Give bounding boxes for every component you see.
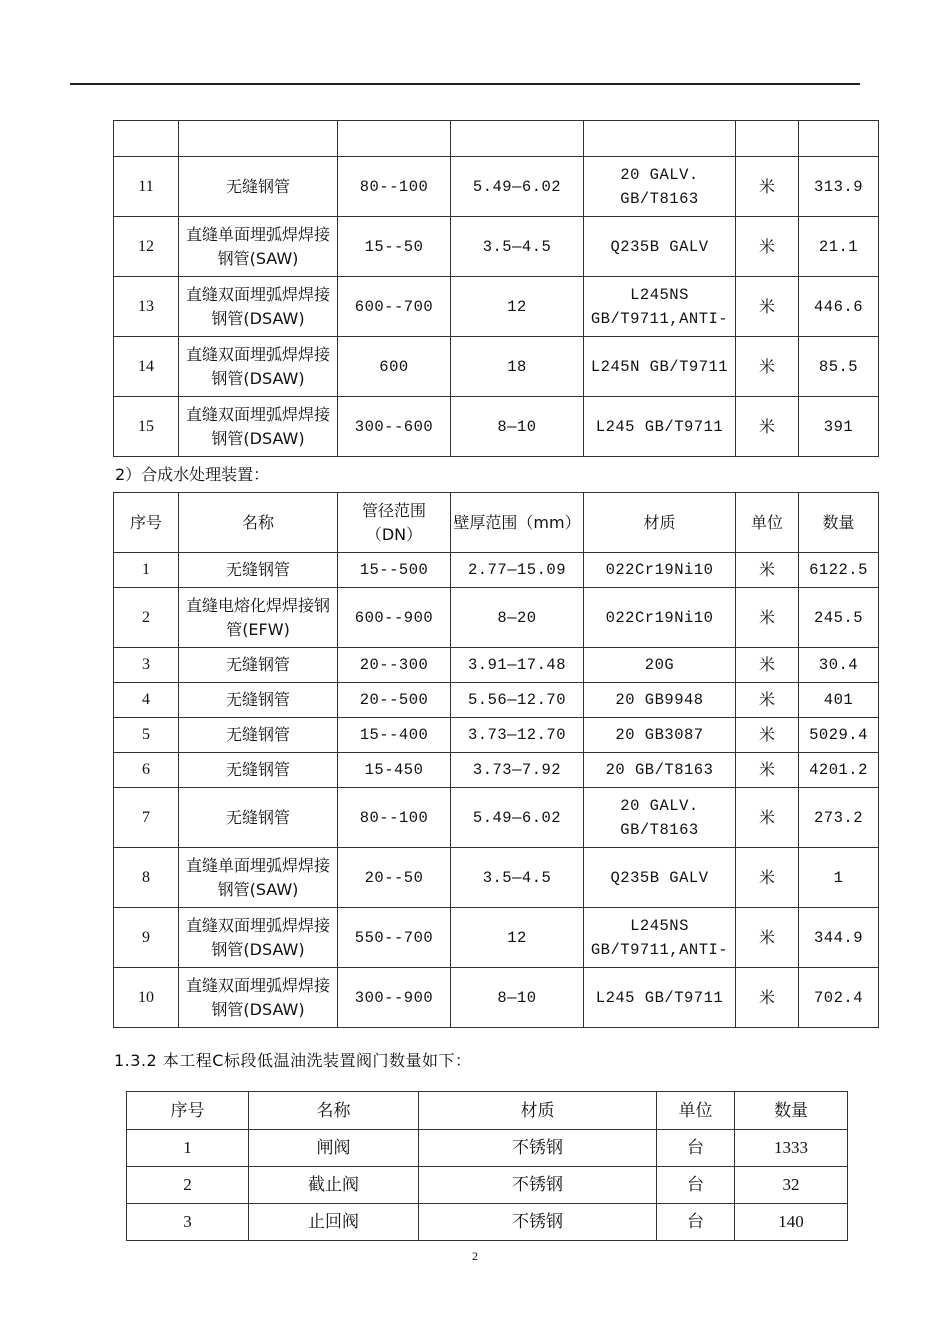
table-row (114, 157, 879, 217)
quantity: 1 (799, 848, 879, 908)
material: 20 GALV. GB/T8163 (584, 157, 736, 217)
row-number: 2 (114, 588, 179, 648)
valve-name: 截止阀 (249, 1167, 419, 1204)
valve-table (126, 1091, 848, 1241)
unit: 米 (736, 157, 799, 217)
material: 022Cr19Ni10 (584, 553, 736, 588)
header-no: 序号 (114, 493, 179, 553)
row-number: 2 (127, 1167, 249, 1204)
material: Q235B GALV (584, 217, 736, 277)
water-treatment-pipe-table (113, 492, 879, 1028)
material: L245N GB/T9711 (584, 337, 736, 397)
material: 20G (584, 648, 736, 683)
table-row (114, 788, 879, 848)
row-number: 10 (114, 968, 179, 1028)
unit: 米 (736, 908, 799, 968)
material: 20 GB3087 (584, 718, 736, 753)
quantity: 702.4 (799, 968, 879, 1028)
unit: 米 (736, 718, 799, 753)
pipe-name: 直缝双面埋弧焊焊接钢管(DSAW) (179, 277, 338, 337)
wall-range: 18 (451, 337, 584, 397)
quantity: 4201.2 (799, 753, 879, 788)
table-row (114, 968, 879, 1028)
row-number: 15 (114, 397, 179, 457)
pipe-name: 无缝钢管 (179, 718, 338, 753)
quantity: 140 (735, 1204, 848, 1241)
header-unit: 单位 (657, 1092, 735, 1130)
unit: 米 (736, 753, 799, 788)
row-number: 7 (114, 788, 179, 848)
material: L245 GB/T9711 (584, 968, 736, 1028)
table-header-row (114, 493, 879, 553)
header-dn: 管径范围（DN） (338, 493, 451, 553)
pipe-name: 直缝双面埋弧焊焊接钢管(DSAW) (179, 397, 338, 457)
row-number: 13 (114, 277, 179, 337)
dn-range: 80--100 (338, 157, 451, 217)
dn-range: 20--300 (338, 648, 451, 683)
unit: 米 (736, 968, 799, 1028)
quantity: 391 (799, 397, 879, 457)
quantity: 245.5 (799, 588, 879, 648)
pipe-name: 无缝钢管 (179, 157, 338, 217)
pipe-name: 无缝钢管 (179, 788, 338, 848)
wall-range: 8—10 (451, 968, 584, 1028)
unit: 台 (657, 1204, 735, 1241)
blank-header-row (114, 121, 879, 157)
material: 不锈钢 (419, 1167, 657, 1204)
unit: 米 (736, 588, 799, 648)
row-number: 1 (114, 553, 179, 588)
row-number: 11 (114, 157, 179, 217)
pipe-name: 无缝钢管 (179, 648, 338, 683)
table-row (114, 277, 879, 337)
dn-range: 15-450 (338, 753, 451, 788)
quantity: 273.2 (799, 788, 879, 848)
table-row (114, 848, 879, 908)
header-material: 材质 (584, 493, 736, 553)
row-number: 14 (114, 337, 179, 397)
material: Q235B GALV (584, 848, 736, 908)
dn-range: 15--500 (338, 553, 451, 588)
table-row (114, 648, 879, 683)
table-row (114, 397, 879, 457)
header-material: 材质 (419, 1092, 657, 1130)
pipe-name: 无缝钢管 (179, 683, 338, 718)
table-row (114, 683, 879, 718)
dn-range: 20--50 (338, 848, 451, 908)
unit: 米 (736, 217, 799, 277)
header-qty: 数量 (799, 493, 879, 553)
table-row (114, 718, 879, 753)
quantity: 30.4 (799, 648, 879, 683)
unit: 台 (657, 1167, 735, 1204)
pipe-name: 无缝钢管 (179, 753, 338, 788)
wall-range: 8—10 (451, 397, 584, 457)
dn-range: 600--900 (338, 588, 451, 648)
section-heading-water-treatment: 2）合成水处理装置： (115, 465, 270, 484)
row-number: 3 (114, 648, 179, 683)
unit: 米 (736, 337, 799, 397)
pipe-table-continued (113, 120, 879, 457)
material: 20 GB9948 (584, 683, 736, 718)
pipe-name: 直缝双面埋弧焊焊接钢管(DSAW) (179, 908, 338, 968)
unit: 台 (657, 1130, 735, 1167)
quantity: 446.6 (799, 277, 879, 337)
material: L245 GB/T9711 (584, 397, 736, 457)
row-number: 5 (114, 718, 179, 753)
wall-range: 5.49—6.02 (451, 788, 584, 848)
quantity: 6122.5 (799, 553, 879, 588)
quantity: 1333 (735, 1130, 848, 1167)
material: L245NS GB/T9711,ANTI- (584, 908, 736, 968)
wall-range: 3.91—17.48 (451, 648, 584, 683)
header-wall: 壁厚范围（mm） (451, 493, 584, 553)
header-qty: 数量 (735, 1092, 848, 1130)
dn-range: 600--700 (338, 277, 451, 337)
material: 20 GALV. GB/T8163 (584, 788, 736, 848)
table-row (114, 337, 879, 397)
dn-range: 20--500 (338, 683, 451, 718)
row-number: 8 (114, 848, 179, 908)
wall-range: 3.73—7.92 (451, 753, 584, 788)
pipe-name: 无缝钢管 (179, 553, 338, 588)
table-header-row (127, 1092, 848, 1130)
header-no: 序号 (127, 1092, 249, 1130)
dn-range: 15--50 (338, 217, 451, 277)
table-row (114, 908, 879, 968)
unit: 米 (736, 553, 799, 588)
dn-range: 80--100 (338, 788, 451, 848)
material: 022Cr19Ni10 (584, 588, 736, 648)
wall-range: 5.49—6.02 (451, 157, 584, 217)
quantity: 32 (735, 1167, 848, 1204)
row-number: 6 (114, 753, 179, 788)
pipe-name: 直缝双面埋弧焊焊接钢管(DSAW) (179, 968, 338, 1028)
quantity: 85.5 (799, 337, 879, 397)
table-row (127, 1130, 848, 1167)
row-number: 3 (127, 1204, 249, 1241)
table-row (114, 588, 879, 648)
material: 20 GB/T8163 (584, 753, 736, 788)
table-row (114, 553, 879, 588)
unit: 米 (736, 277, 799, 337)
page-number: 2 (472, 1249, 478, 1263)
row-number: 1 (127, 1130, 249, 1167)
quantity: 5029.4 (799, 718, 879, 753)
unit: 米 (736, 848, 799, 908)
quantity: 344.9 (799, 908, 879, 968)
wall-range: 2.77—15.09 (451, 553, 584, 588)
header-unit: 单位 (736, 493, 799, 553)
table-row (127, 1204, 848, 1241)
valve-name: 止回阀 (249, 1204, 419, 1241)
dn-range: 300--600 (338, 397, 451, 457)
dn-range: 300--900 (338, 968, 451, 1028)
table-row (114, 753, 879, 788)
wall-range: 3.5—4.5 (451, 217, 584, 277)
table-row (114, 217, 879, 277)
quantity: 401 (799, 683, 879, 718)
pipe-name: 直缝双面埋弧焊焊接钢管(DSAW) (179, 337, 338, 397)
pipe-name: 直缝单面埋弧焊焊接钢管(SAW) (179, 217, 338, 277)
unit: 米 (736, 683, 799, 718)
wall-range: 12 (451, 277, 584, 337)
valve-name: 闸阀 (249, 1130, 419, 1167)
wall-range: 5.56—12.70 (451, 683, 584, 718)
unit: 米 (736, 788, 799, 848)
dn-range: 550--700 (338, 908, 451, 968)
quantity: 21.1 (799, 217, 879, 277)
header-rule (70, 83, 860, 85)
dn-range: 600 (338, 337, 451, 397)
wall-range: 3.5—4.5 (451, 848, 584, 908)
pipe-name: 直缝电熔化焊焊接钢管(EFW) (179, 588, 338, 648)
pipe-name: 直缝单面埋弧焊焊接钢管(SAW) (179, 848, 338, 908)
row-number: 12 (114, 217, 179, 277)
wall-range: 12 (451, 908, 584, 968)
material: 不锈钢 (419, 1204, 657, 1241)
unit: 米 (736, 648, 799, 683)
material: 不锈钢 (419, 1130, 657, 1167)
unit: 米 (736, 397, 799, 457)
table-row (127, 1167, 848, 1204)
wall-range: 3.73—12.70 (451, 718, 584, 753)
section-heading-valves: 1.3.2 本工程C标段低温油洗装置阀门数量如下： (114, 1051, 472, 1070)
material: L245NS GB/T9711,ANTI- (584, 277, 736, 337)
quantity: 313.9 (799, 157, 879, 217)
header-name: 名称 (249, 1092, 419, 1130)
header-name: 名称 (179, 493, 338, 553)
row-number: 9 (114, 908, 179, 968)
row-number: 4 (114, 683, 179, 718)
dn-range: 15--400 (338, 718, 451, 753)
wall-range: 8—20 (451, 588, 584, 648)
